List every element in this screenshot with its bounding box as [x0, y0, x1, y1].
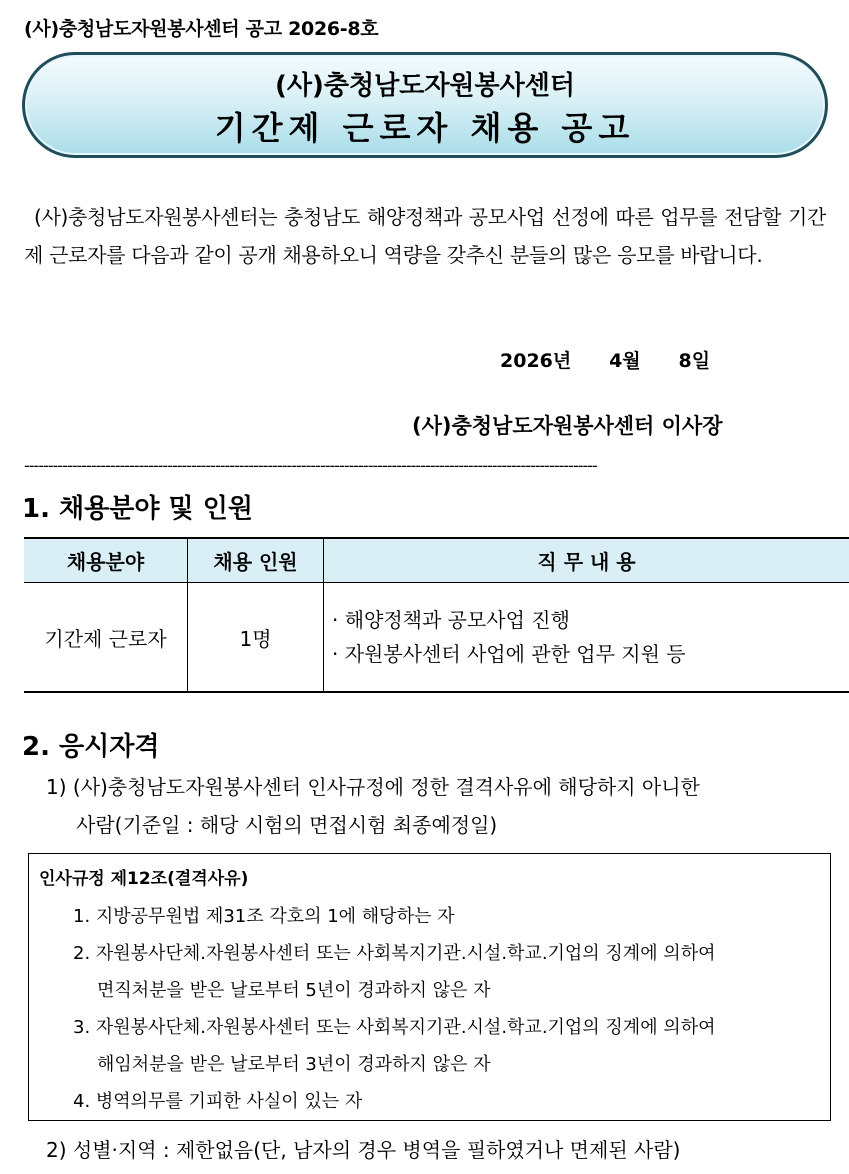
rule-item: 1. 지방공무원법 제31조 각호의 1에 해당하는 자 — [73, 906, 455, 927]
rule-item-continuation: 해임처분을 받은 날로부터 3년이 경과하지 않은 자 — [97, 1054, 491, 1075]
banner-org-name: (사)충청남도자원봉사센터 — [274, 71, 576, 101]
cell-field: 기간제 근로자 — [24, 583, 188, 693]
rule-item: 4. 병역의무를 기피한 사실이 있는 자 — [73, 1091, 363, 1112]
qualification-item-1-line2: 사람(기준일 : 해당 시험의 면접시험 최종예정일) — [76, 813, 498, 837]
announcement-date: 2026년 4월 8일 — [500, 350, 711, 372]
rule-list — [73, 898, 825, 1120]
intro-paragraph: (사)충청남도자원봉사센터는 충청남도 해양정책과 공모사업 선정에 따른 업무를 전담할 기간제 근로자를 다음과 같이 공개 채용하오니 역량을 갖추신 분들의 많은 응모를 바랍니다. — [24, 205, 826, 267]
rule-item: 2. 자원봉사단체.자원봉사센터 또는 사회복지기관.시설.학교.기업의 징계에 의하여 — [73, 943, 716, 964]
notice-number: (사)충청남도자원봉사센터 공고 2026-8호 — [24, 18, 379, 40]
disqualification-rule-box — [28, 853, 831, 1121]
separator-line: ------------------------------------------------------------------------------------------------------------------------ — [24, 456, 597, 475]
qualification-item-1 — [46, 768, 826, 844]
section-1-heading: 1. 채용분야 및 인원 — [22, 494, 253, 524]
title-banner — [22, 52, 828, 158]
duty-item: · 자원봉사센터 사업에 관한 업무 지원 등 — [332, 642, 686, 666]
rule-item: 3. 자원봉사단체.자원봉사센터 또는 사회복지기관.시설.학교.기업의 징계에 의하여 — [73, 1017, 716, 1038]
banner-title: 기간제 근로자 채용 공고 — [214, 109, 636, 147]
duty-item: · 해양정책과 공모사업 진행 — [332, 608, 570, 632]
recruitment-table — [24, 537, 849, 693]
cell-duties — [324, 583, 849, 693]
header-duties: 직 무 내 용 — [324, 538, 849, 583]
signature: (사)충청남도자원봉사센터 이사장 — [412, 414, 723, 438]
table-row — [24, 583, 849, 693]
rule-box-title: 인사규정 제12조(결격사유) — [39, 869, 249, 889]
cell-count: 1명 — [188, 583, 324, 693]
qualification-item-1-line1: 1) (사)충청남도자원봉사센터 인사규정에 정한 결격사유에 해당하지 아니한 — [46, 775, 700, 799]
rule-item-continuation: 면직처분을 받은 날로부터 5년이 경과하지 않은 자 — [97, 980, 491, 1001]
header-field: 채용분야 — [24, 538, 188, 583]
qualification-item-2: 2) 성별·지역 : 제한없음(단, 남자의 경우 병역을 필하였거나 면제된 사람) — [46, 1138, 681, 1162]
header-count: 채용 인원 — [188, 538, 324, 583]
section-2-heading: 2. 응시자격 — [22, 732, 160, 762]
table-header-row — [24, 538, 849, 583]
